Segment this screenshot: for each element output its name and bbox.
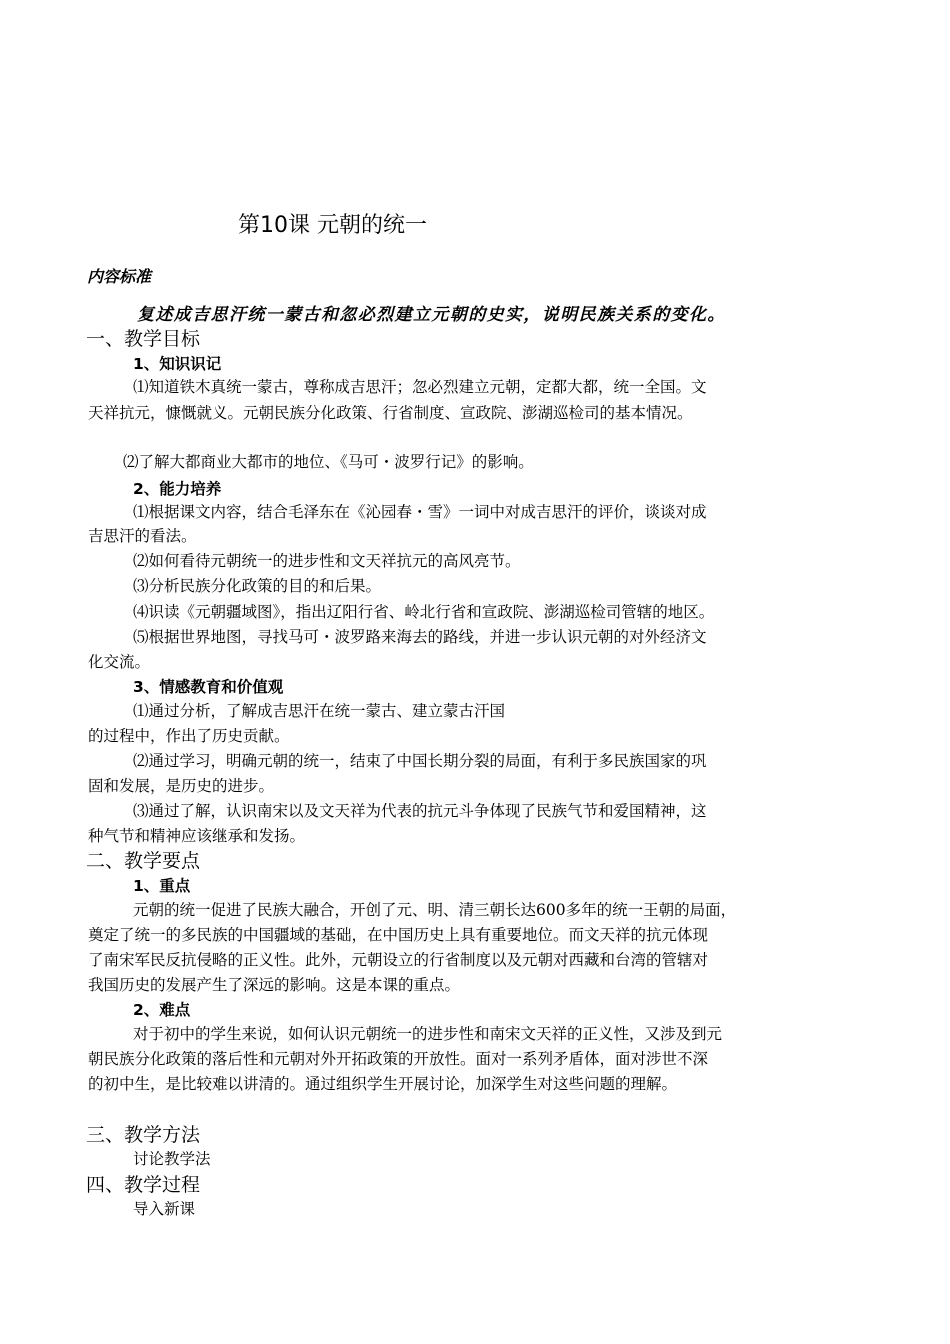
standard-text: 复述成吉思汗统一蒙古和忽必烈建立元朝的史实，说明民族关系的变化。 [137,305,726,325]
paragraph-line: ⑸根据世界地图，寻找马可・波罗路来海去的路线，并进一步认识元朝的对外经济文 [133,628,707,646]
paragraph-line: ⑶分析民族分化政策的目的和后果。 [133,577,382,595]
paragraph-line: 了南宋军民反抗侵略的正义性。此外，元朝设立的行省制度以及元朝对西藏和台湾的管辖对 [88,951,709,969]
section-heading-objectives: 一、教学目标 [86,328,201,350]
paragraph-line: 固和发展，是历史的进步。 [88,777,275,795]
section-heading-key-points: 二、教学要点 [86,850,201,872]
paragraph-line: 朝民族分化政策的落后性和元朝对外开拓政策的开放性。面对一系列矛盾体，面对涉世不深 [88,1050,709,1068]
subheading-focus: 1、重点 [133,877,191,895]
paragraph-line: ⑴通过分析，了解成吉思汗在统一蒙古、建立蒙古汗国 [133,702,506,720]
paragraph-line: 化交流。 [88,653,151,671]
lesson-title: 第10课 元朝的统一 [238,213,427,238]
paragraph-line: ⑶通过了解，认识南宋以及文天祥为代表的抗元斗争体现了民族气节和爱国精神，这 [133,802,707,820]
section-heading-methods: 三、教学方法 [86,1124,201,1146]
paragraph-line: 种气节和精神应该继承和发扬。 [88,827,306,845]
paragraph-line: 元朝的统一促进了民族大融合，开创了元、明、清三朝长达600多年的统一王朝的局面， [133,901,737,919]
paragraph-line: ⑴根据课文内容，结合毛泽东在《沁园春・雪》一词中对成吉思汗的评价，谈谈对成 [133,503,707,521]
standard-heading: 内容标准 [87,267,152,286]
paragraph-line: 导入新课 [133,1200,196,1218]
subheading-difficulty: 2、难点 [133,1001,191,1019]
paragraph-line: 的过程中，作出了历史贡献。 [88,727,290,745]
paragraph-line: 天祥抗元，慷慨就义。元朝民族分化政策、行省制度、宣政院、澎湖巡检司的基本情况。 [88,404,693,422]
paragraph-line: 吉思汗的看法。 [88,527,197,545]
paragraph-line: 奠定了统一的多民族的中国疆域的基础，在中国历史上具有重要地位。而文天祥的抗元体现 [88,926,709,944]
paragraph-line: ⑵了解大都商业大都市的地位、《马可・波罗行记》的影响。 [123,453,534,471]
paragraph-line: ⑴知道铁木真统一蒙古，尊称成吉思汗；忽必烈建立元朝，定都大都，统一全国。文 [133,378,707,396]
paragraph-line: 的初中生，是比较难以讲清的。通过组织学生开展讨论，加深学生对这些问题的理解。 [88,1075,678,1093]
paragraph-line: ⑵如何看待元朝统一的进步性和文天祥抗元的高风亮节。 [133,552,521,570]
subheading-knowledge: 1、知识识记 [133,355,222,373]
paragraph-line: ⑵通过学习，明确元朝的统一，结束了中国长期分裂的局面，有利于多民族国家的巩 [133,752,707,770]
paragraph-line: 我国历史的发展产生了深远的影响。这是本课的重点。 [88,976,461,994]
subheading-ability: 2、能力培养 [133,480,222,498]
paragraph-line: ⑷识读《元朝疆域图》，指出辽阳行省、岭北行省和宣政院、澎湖巡检司管辖的地区。 [133,603,715,621]
paragraph-line: 讨论教学法 [133,1150,211,1168]
section-heading-process: 四、教学过程 [86,1174,201,1196]
paragraph-line: 对于初中的学生来说，如何认识元朝统一的进步性和南宋文天祥的正义性，又涉及到元 [133,1025,723,1043]
subheading-values: 3、情感教育和价值观 [133,678,284,696]
